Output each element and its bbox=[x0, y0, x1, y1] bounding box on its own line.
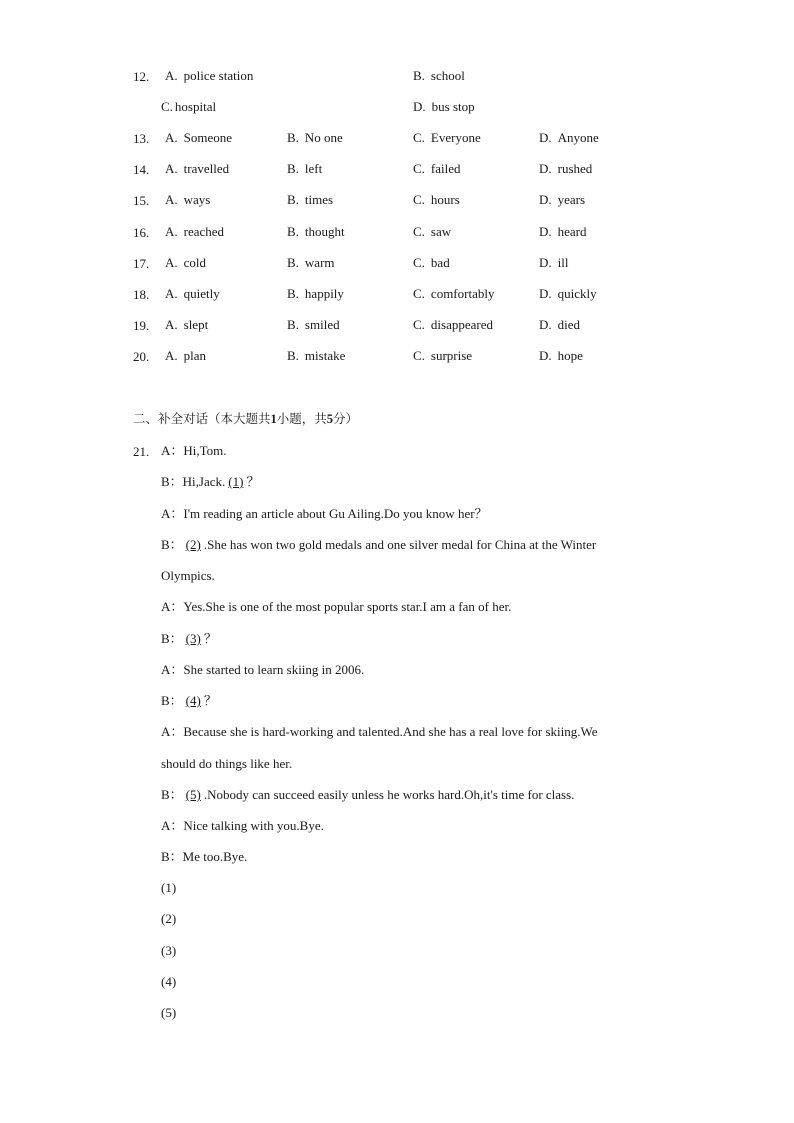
option-letter: D. bbox=[539, 348, 552, 363]
option-c[interactable] bbox=[413, 224, 451, 240]
option-text: hospital bbox=[174, 99, 217, 114]
dialogue-text: .Nobody can succeed easily unless he works hard.Oh,it's time for class. bbox=[203, 787, 575, 802]
dialogue-text: A：Hi,Tom. bbox=[161, 443, 227, 458]
dialogue-line bbox=[161, 849, 247, 865]
dialogue-text: A：I'm reading an article about Gu Ailing.Do you know her？ bbox=[161, 506, 488, 521]
section-title-prefix: 二、补全对话（本大题共 bbox=[133, 411, 271, 426]
option-c[interactable] bbox=[413, 192, 460, 208]
option-letter: B. bbox=[287, 192, 299, 207]
question-number: 18. bbox=[133, 287, 150, 302]
option-text: comfortably bbox=[430, 286, 495, 301]
option-d[interactable] bbox=[539, 286, 597, 302]
option-text: saw bbox=[430, 224, 452, 239]
dialogue-line bbox=[161, 631, 217, 647]
option-a[interactable] bbox=[165, 68, 253, 84]
option-letter: C. bbox=[161, 99, 173, 114]
dialogue-line bbox=[161, 537, 596, 553]
option-a[interactable] bbox=[165, 255, 206, 271]
option-letter: B. bbox=[287, 348, 299, 363]
option-letter: C. bbox=[413, 192, 425, 207]
dialogue-text: A：Because she is hard-working and talented.And she has a real love for skiing.We bbox=[161, 724, 598, 739]
option-c[interactable] bbox=[413, 255, 450, 271]
option-a[interactable] bbox=[165, 317, 208, 333]
option-a[interactable] bbox=[165, 348, 206, 364]
option-a[interactable] bbox=[165, 224, 224, 240]
option-b[interactable] bbox=[287, 130, 343, 146]
option-text: happily bbox=[304, 286, 344, 301]
option-letter: D. bbox=[539, 317, 552, 332]
option-text: died bbox=[557, 317, 581, 332]
option-b[interactable] bbox=[413, 68, 465, 84]
option-letter: C. bbox=[413, 224, 425, 239]
option-letter: C. bbox=[413, 286, 425, 301]
option-text: plan bbox=[183, 348, 207, 363]
section-title-middle: 小题，共 bbox=[276, 411, 327, 426]
option-text: mistake bbox=[304, 348, 346, 363]
option-b[interactable] bbox=[287, 192, 333, 208]
option-letter: D. bbox=[539, 286, 552, 301]
option-c[interactable] bbox=[161, 99, 216, 115]
option-letter: A. bbox=[165, 317, 178, 332]
option-letter: D. bbox=[539, 192, 552, 207]
dialogue-line bbox=[161, 506, 488, 522]
option-letter: D. bbox=[539, 255, 552, 270]
option-text: smiled bbox=[304, 317, 340, 332]
option-letter: A. bbox=[165, 192, 178, 207]
option-b[interactable] bbox=[287, 348, 345, 364]
option-text: failed bbox=[430, 161, 461, 176]
option-text: surprise bbox=[430, 348, 473, 363]
section-score: 5 bbox=[326, 412, 334, 426]
option-letter: B. bbox=[413, 68, 425, 83]
answer-line-1[interactable]: (1) bbox=[161, 880, 177, 895]
dialogue-text: B： bbox=[161, 631, 183, 646]
option-text: hours bbox=[430, 192, 460, 207]
answer-blank: (3) bbox=[185, 631, 201, 646]
answer-line-3[interactable]: (3) bbox=[161, 943, 177, 958]
dialogue-text: Olympics. bbox=[161, 568, 215, 583]
option-c[interactable] bbox=[413, 286, 494, 302]
dialogue-line bbox=[161, 756, 292, 772]
dialogue-text: A：Yes.She is one of the most popular sports star.I am a fan of her. bbox=[161, 599, 512, 614]
option-letter: C. bbox=[413, 161, 425, 176]
option-text: left bbox=[304, 161, 323, 176]
dialogue-text: ？ bbox=[203, 693, 217, 708]
option-letter: B. bbox=[287, 161, 299, 176]
option-b[interactable] bbox=[287, 317, 340, 333]
dialogue-text: A：She started to learn skiing in 2006. bbox=[161, 662, 365, 677]
option-letter: C. bbox=[413, 348, 425, 363]
option-d[interactable] bbox=[413, 99, 475, 115]
section-title-suffix: 分） bbox=[333, 411, 359, 426]
dialogue-line bbox=[161, 724, 598, 740]
section-title bbox=[133, 411, 358, 427]
option-letter: D. bbox=[539, 224, 552, 239]
dialogue-text: B： bbox=[161, 787, 183, 802]
option-letter: C. bbox=[413, 130, 425, 145]
option-a[interactable] bbox=[165, 192, 210, 208]
dialogue-text: ？ bbox=[246, 474, 260, 489]
dialogue-text: B：Me too.Bye. bbox=[161, 849, 248, 864]
dialogue-text: .She has won two gold medals and one silver medal for China at the Winter bbox=[203, 537, 597, 552]
option-text: times bbox=[304, 192, 334, 207]
question-number: 13. bbox=[133, 131, 150, 146]
option-d[interactable] bbox=[539, 348, 583, 364]
option-text: police station bbox=[183, 68, 254, 83]
option-d[interactable] bbox=[539, 224, 587, 240]
option-text: warm bbox=[304, 255, 335, 270]
dialogue-line bbox=[161, 474, 259, 490]
dialogue-text: ？ bbox=[203, 631, 217, 646]
dialogue-text: should do things like her. bbox=[161, 756, 293, 771]
dialogue-line bbox=[161, 693, 217, 709]
option-text: hope bbox=[557, 348, 583, 363]
option-text: rushed bbox=[557, 161, 593, 176]
dialogue-line bbox=[161, 443, 227, 459]
option-text: quietly bbox=[183, 286, 220, 301]
dialogue-line bbox=[161, 599, 511, 615]
option-d[interactable] bbox=[539, 130, 599, 146]
dialogue-text: B：Hi,Jack. bbox=[161, 474, 226, 489]
question-number: 17. bbox=[133, 256, 150, 271]
dialogue-text: B： bbox=[161, 693, 183, 708]
option-text: slept bbox=[183, 317, 209, 332]
option-text: bad bbox=[430, 255, 450, 270]
option-d[interactable] bbox=[539, 255, 568, 271]
answer-blank: (4) bbox=[185, 693, 201, 708]
dialogue-line bbox=[161, 568, 215, 584]
option-text: disappeared bbox=[430, 317, 494, 332]
option-b[interactable] bbox=[287, 286, 344, 302]
option-letter: B. bbox=[287, 224, 299, 239]
question-number: 12. bbox=[133, 69, 150, 84]
option-d[interactable] bbox=[539, 317, 580, 333]
option-letter: A. bbox=[165, 224, 178, 239]
option-letter: B. bbox=[287, 286, 299, 301]
answer-blank: (1) bbox=[228, 474, 244, 489]
option-letter: B. bbox=[287, 255, 299, 270]
option-text: cold bbox=[183, 255, 207, 270]
option-d[interactable] bbox=[539, 192, 585, 208]
option-letter: D. bbox=[539, 130, 552, 145]
question-number: 15. bbox=[133, 193, 150, 208]
option-text: heard bbox=[557, 224, 587, 239]
option-text: thought bbox=[304, 224, 345, 239]
dialogue-text: A：Nice talking with you.Bye. bbox=[161, 818, 324, 833]
option-letter: D. bbox=[539, 161, 552, 176]
option-b[interactable] bbox=[287, 161, 322, 177]
option-c[interactable] bbox=[413, 130, 481, 146]
option-letter: A. bbox=[165, 255, 178, 270]
dialogue-text: B： bbox=[161, 537, 183, 552]
option-letter: A. bbox=[165, 161, 178, 176]
question-number: 20. bbox=[133, 349, 150, 364]
option-letter: B. bbox=[287, 130, 299, 145]
answer-blank: (2) bbox=[185, 537, 201, 552]
option-letter: A. bbox=[165, 286, 178, 301]
option-text: ill bbox=[557, 255, 569, 270]
option-c[interactable] bbox=[413, 161, 461, 177]
question-number: 19. bbox=[133, 318, 150, 333]
option-a[interactable] bbox=[165, 161, 229, 177]
option-b[interactable] bbox=[287, 224, 345, 240]
option-letter: C. bbox=[413, 255, 425, 270]
answer-blank: (5) bbox=[185, 787, 201, 802]
section-question-count: 1 bbox=[270, 412, 277, 426]
option-letter: A. bbox=[165, 68, 178, 83]
answer-line-4[interactable]: (4) bbox=[161, 974, 177, 989]
option-letter: A. bbox=[165, 130, 178, 145]
option-c[interactable] bbox=[413, 317, 493, 333]
option-a[interactable] bbox=[165, 130, 232, 146]
option-c[interactable] bbox=[413, 348, 472, 364]
option-letter: C. bbox=[413, 317, 425, 332]
answer-line-2[interactable]: (2) bbox=[161, 911, 177, 926]
option-d[interactable] bbox=[539, 161, 592, 177]
dialogue-line bbox=[161, 818, 324, 834]
option-a[interactable] bbox=[165, 286, 220, 302]
option-text: Everyone bbox=[430, 130, 481, 145]
question-number: 16. bbox=[133, 225, 150, 240]
answer-line-5[interactable]: (5) bbox=[161, 1005, 177, 1020]
question-number: 14. bbox=[133, 162, 150, 177]
option-text: school bbox=[430, 68, 465, 83]
option-text: travelled bbox=[183, 161, 230, 176]
question-number: 21. bbox=[133, 444, 150, 459]
option-text: Anyone bbox=[557, 130, 599, 145]
option-text: years bbox=[557, 192, 586, 207]
option-text: Someone bbox=[183, 130, 233, 145]
option-letter: A. bbox=[165, 348, 178, 363]
option-text: quickly bbox=[557, 286, 597, 301]
option-b[interactable] bbox=[287, 255, 335, 271]
option-letter: B. bbox=[287, 317, 299, 332]
option-text: reached bbox=[183, 224, 225, 239]
dialogue-line bbox=[161, 662, 364, 678]
option-letter: D. bbox=[413, 99, 426, 114]
option-text: ways bbox=[183, 192, 211, 207]
dialogue-line bbox=[161, 787, 574, 803]
option-text: No one bbox=[304, 130, 343, 145]
option-text: bus stop bbox=[431, 99, 475, 114]
